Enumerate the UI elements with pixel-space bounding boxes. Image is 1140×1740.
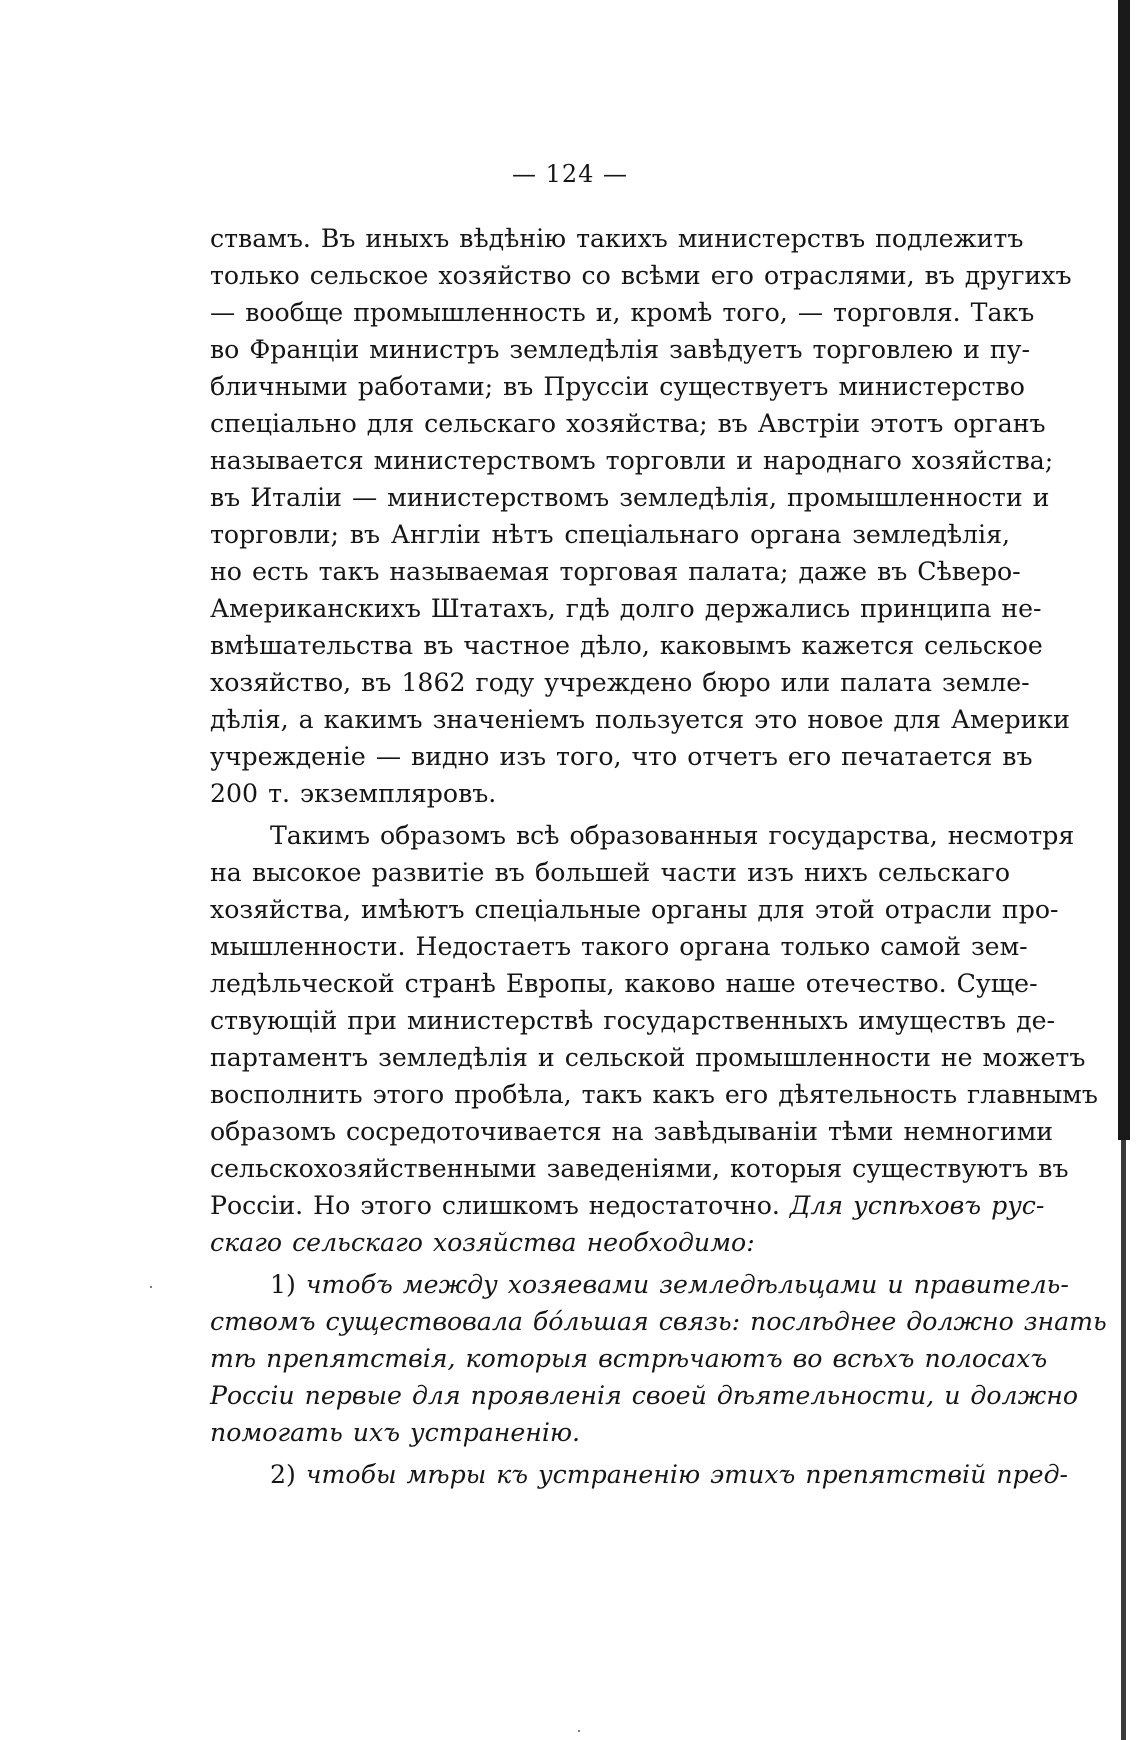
text-line: на высокое развитіе въ большей части изъ нихъ сельскаго bbox=[210, 858, 1010, 887]
list-item-2 bbox=[210, 1456, 1069, 1493]
text-line: въ Италіи — министерствомъ земледѣлія, промышленности и bbox=[210, 483, 1050, 512]
text-line: хозяйства, имѣютъ спеціальные органы для этой отрасли про- bbox=[210, 895, 1059, 924]
text-line: только сельское хозяйство со всѣми его отраслями, въ другихъ bbox=[210, 261, 1072, 290]
list-item-1 bbox=[210, 1266, 1107, 1451]
item-number: 1) bbox=[270, 1270, 296, 1299]
text-line: мышленности. Недостаетъ такого органа только самой зем- bbox=[210, 932, 1028, 961]
text-line: образомъ сосредоточивается на завѣдываніи тѣми немногими bbox=[210, 1117, 1054, 1146]
text-line: партаментъ земледѣлія и сельской промышленности не можетъ bbox=[210, 1043, 1086, 1072]
scan-speck bbox=[578, 1730, 580, 1732]
text-line: — вообще промышленность и, кромѣ того, — торговля. Такъ bbox=[210, 298, 1035, 327]
text-line-italic: ствомъ существовала бо́льшая связь: послѣднее должно знать bbox=[210, 1307, 1107, 1336]
text-line-italic: скаго сельскаго хозяйства необходимо: bbox=[210, 1228, 755, 1257]
scan-edge-line bbox=[1121, 1140, 1126, 1740]
text-line: учрежденіе — видно изъ того, что отчетъ его печатается въ bbox=[210, 742, 1033, 771]
text-line: дѣлія, а какимъ значеніемъ пользуется это новое для Америки bbox=[210, 705, 1070, 734]
text-line: 200 т. экземпляровъ. bbox=[210, 779, 497, 808]
text-line-italic: тѣ препятствія, которыя встрѣчаютъ во всѣхъ полосахъ bbox=[210, 1344, 1048, 1373]
text-line: ствующій при министерствѣ государственныхъ имуществъ де- bbox=[210, 1006, 1056, 1035]
paragraph-2 bbox=[210, 817, 1098, 1261]
item-number: 2) bbox=[270, 1460, 296, 1489]
text-italic: Для успѣховъ рус- bbox=[789, 1191, 1045, 1220]
text-line: хозяйство, въ 1862 году учреждено бюро или палата земле- bbox=[210, 668, 1030, 697]
text-line bbox=[210, 1456, 1069, 1493]
body-text bbox=[210, 220, 1107, 1493]
text-line: сельскохозяйственными заведеніями, которыя существуютъ въ bbox=[210, 1154, 1069, 1183]
text-line: вмѣшательства въ частное дѣло, каковымъ кажется сельское bbox=[210, 631, 1043, 660]
page-number: — 124 — bbox=[511, 160, 629, 188]
text-plain: Россіи. Но этого слишкомъ недостаточно. bbox=[210, 1191, 780, 1220]
text-line: Американскихъ Штатахъ, гдѣ долго держались принципа не- bbox=[210, 594, 1042, 623]
text-line: ствамъ. Въ иныхъ вѣдѣнію такихъ министерствъ подлежитъ bbox=[210, 224, 1024, 253]
text-line: спеціально для сельскаго хозяйства; въ Австріи этотъ органъ bbox=[210, 409, 1046, 438]
text-line: бличными работами; въ Пруссіи существуетъ министерство bbox=[210, 372, 1025, 401]
text-line: во Франціи министръ земледѣлія завѣдуетъ торговлею и пу- bbox=[210, 335, 1031, 364]
text-line: ледѣльческой странѣ Европы, каково наше отечество. Суще- bbox=[210, 969, 1038, 998]
text-line-mixed bbox=[210, 1187, 1045, 1224]
text-line-italic: Россіи первые для проявленія своей дѣятельности, и должно bbox=[210, 1381, 1078, 1410]
text-line: называется министерствомъ торговли и народнаго хозяйства; bbox=[210, 446, 1054, 475]
paragraph-1 bbox=[210, 220, 1072, 812]
scan-speck bbox=[150, 1286, 152, 1288]
text-italic: чтобы мѣры къ устраненію этихъ препятствій пред- bbox=[305, 1460, 1069, 1489]
text-line bbox=[210, 1266, 1069, 1303]
text-line: торговли; въ Англіи нѣтъ спеціальнаго органа земледѣлія, bbox=[210, 520, 1010, 549]
text-italic: чтобъ между хозяевами земледѣльцами и правитель- bbox=[305, 1270, 1069, 1299]
text-line: Такимъ образомъ всѣ образованныя государства, несмотря bbox=[270, 821, 1075, 850]
text-line-italic: помогать ихъ устраненію. bbox=[210, 1418, 581, 1447]
text-line: но есть такъ называемая торговая палата; даже въ Сѣверо- bbox=[210, 557, 1021, 586]
text-line: восполнить этого пробѣла, такъ какъ его дѣятельность главнымъ bbox=[210, 1080, 1098, 1109]
